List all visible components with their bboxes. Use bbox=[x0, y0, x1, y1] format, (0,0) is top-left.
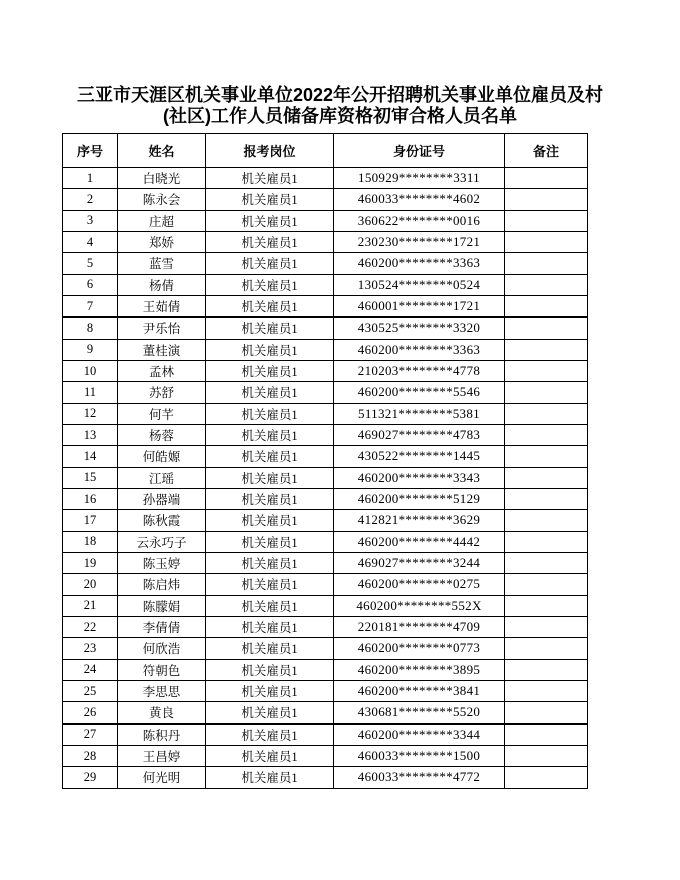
note-cell bbox=[505, 616, 588, 637]
note-cell bbox=[505, 339, 588, 360]
row-number-cell: 25 bbox=[63, 680, 118, 701]
name-cell: 董桂演 bbox=[118, 339, 206, 360]
column-header-id-number: 身份证号 bbox=[334, 134, 505, 168]
note-cell bbox=[505, 638, 588, 659]
table-row bbox=[63, 360, 588, 381]
table-row bbox=[63, 467, 588, 488]
table-row bbox=[63, 189, 588, 210]
note-cell bbox=[505, 680, 588, 701]
name-cell: 黄良 bbox=[118, 702, 206, 724]
row-number-cell: 3 bbox=[63, 210, 118, 231]
position-cell: 机关雇员1 bbox=[206, 616, 334, 637]
row-number-cell: 10 bbox=[63, 360, 118, 381]
table-header-row bbox=[63, 134, 588, 168]
row-number-cell: 6 bbox=[63, 274, 118, 295]
name-cell: 白晓光 bbox=[118, 168, 206, 189]
id-number-cell: 460200********3343 bbox=[334, 467, 505, 488]
id-number-cell: 460200********0275 bbox=[334, 574, 505, 595]
id-number-cell: 469027********4783 bbox=[334, 424, 505, 445]
position-cell: 机关雇员1 bbox=[206, 424, 334, 445]
name-cell: 杨倩 bbox=[118, 274, 206, 295]
name-cell: 李思思 bbox=[118, 680, 206, 701]
name-cell: 江瑶 bbox=[118, 467, 206, 488]
note-cell bbox=[505, 552, 588, 573]
applicants-table bbox=[62, 133, 588, 789]
column-header-name: 姓名 bbox=[118, 134, 206, 168]
id-number-cell: 460200********3363 bbox=[334, 339, 505, 360]
row-number-cell: 20 bbox=[63, 574, 118, 595]
id-number-cell: 430522********1445 bbox=[334, 446, 505, 467]
position-cell: 机关雇员1 bbox=[206, 317, 334, 339]
table-row bbox=[63, 767, 588, 788]
note-cell bbox=[505, 446, 588, 467]
position-cell: 机关雇员1 bbox=[206, 638, 334, 659]
note-cell bbox=[505, 595, 588, 616]
name-cell: 王昌婷 bbox=[118, 745, 206, 766]
name-cell: 符朝色 bbox=[118, 659, 206, 680]
row-number-cell: 2 bbox=[63, 189, 118, 210]
name-cell: 云永巧子 bbox=[118, 531, 206, 552]
name-cell: 李倩倩 bbox=[118, 616, 206, 637]
row-number-cell: 5 bbox=[63, 253, 118, 274]
note-cell bbox=[505, 510, 588, 531]
name-cell: 尹乐怡 bbox=[118, 317, 206, 339]
position-cell: 机关雇员1 bbox=[206, 595, 334, 616]
position-cell: 机关雇员1 bbox=[206, 659, 334, 680]
id-number-cell: 412821********3629 bbox=[334, 510, 505, 531]
position-cell: 机关雇员1 bbox=[206, 446, 334, 467]
position-cell: 机关雇员1 bbox=[206, 552, 334, 573]
table-row bbox=[63, 295, 588, 317]
note-cell bbox=[505, 189, 588, 210]
position-cell: 机关雇员1 bbox=[206, 467, 334, 488]
note-cell bbox=[505, 767, 588, 788]
position-cell: 机关雇员1 bbox=[206, 274, 334, 295]
name-cell: 孙器端 bbox=[118, 488, 206, 509]
position-cell: 机关雇员1 bbox=[206, 488, 334, 509]
id-number-cell: 460200********3344 bbox=[334, 724, 505, 746]
document-title-line1: 三亚市天涯区机关事业单位2022年公开招聘机关事业单位雇员及村 bbox=[76, 85, 604, 105]
name-cell: 苏舒 bbox=[118, 382, 206, 403]
row-number-cell: 7 bbox=[63, 295, 118, 317]
row-number-cell: 15 bbox=[63, 467, 118, 488]
table-row bbox=[63, 552, 588, 573]
table-row bbox=[63, 616, 588, 637]
row-number-cell: 12 bbox=[63, 403, 118, 424]
id-number-cell: 460200********3841 bbox=[334, 680, 505, 701]
position-cell: 机关雇员1 bbox=[206, 253, 334, 274]
document-title bbox=[0, 0, 680, 127]
note-cell bbox=[505, 295, 588, 317]
row-number-cell: 21 bbox=[63, 595, 118, 616]
table-row bbox=[63, 403, 588, 424]
table-row bbox=[63, 574, 588, 595]
position-cell: 机关雇员1 bbox=[206, 339, 334, 360]
row-number-cell: 8 bbox=[63, 317, 118, 339]
position-cell: 机关雇员1 bbox=[206, 724, 334, 746]
id-number-cell: 460200********3895 bbox=[334, 659, 505, 680]
row-number-cell: 1 bbox=[63, 168, 118, 189]
table-row bbox=[63, 595, 588, 616]
table-row bbox=[63, 446, 588, 467]
row-number-cell: 23 bbox=[63, 638, 118, 659]
row-number-cell: 11 bbox=[63, 382, 118, 403]
document-title-line2: (社区)工作人员储备库资格初审合格人员名单 bbox=[163, 106, 517, 126]
note-cell bbox=[505, 317, 588, 339]
id-number-cell: 430681********5520 bbox=[334, 702, 505, 724]
table-row bbox=[63, 253, 588, 274]
note-cell bbox=[505, 253, 588, 274]
table-body bbox=[63, 168, 588, 789]
id-number-cell: 430525********3320 bbox=[334, 317, 505, 339]
id-number-cell: 511321********5381 bbox=[334, 403, 505, 424]
table-row bbox=[63, 231, 588, 252]
table-row bbox=[63, 382, 588, 403]
name-cell: 陈永会 bbox=[118, 189, 206, 210]
name-cell: 庄超 bbox=[118, 210, 206, 231]
name-cell: 郑娇 bbox=[118, 231, 206, 252]
row-number-cell: 22 bbox=[63, 616, 118, 637]
table-row bbox=[63, 510, 588, 531]
position-cell: 机关雇员1 bbox=[206, 168, 334, 189]
table-row bbox=[63, 724, 588, 746]
note-cell bbox=[505, 745, 588, 766]
table-row bbox=[63, 317, 588, 339]
name-cell: 陈积丹 bbox=[118, 724, 206, 746]
table-row bbox=[63, 745, 588, 766]
table-row bbox=[63, 659, 588, 680]
id-number-cell: 469027********3244 bbox=[334, 552, 505, 573]
position-cell: 机关雇员1 bbox=[206, 510, 334, 531]
note-cell bbox=[505, 403, 588, 424]
id-number-cell: 460033********1500 bbox=[334, 745, 505, 766]
row-number-cell: 26 bbox=[63, 702, 118, 724]
table-row bbox=[63, 210, 588, 231]
name-cell: 杨蓉 bbox=[118, 424, 206, 445]
id-number-cell: 460200********4442 bbox=[334, 531, 505, 552]
id-number-cell: 460200********5129 bbox=[334, 488, 505, 509]
position-cell: 机关雇员1 bbox=[206, 574, 334, 595]
row-number-cell: 14 bbox=[63, 446, 118, 467]
note-cell bbox=[505, 382, 588, 403]
name-cell: 蓝雪 bbox=[118, 253, 206, 274]
note-cell bbox=[505, 724, 588, 746]
id-number-cell: 460033********4772 bbox=[334, 767, 505, 788]
name-cell: 陈启炜 bbox=[118, 574, 206, 595]
note-cell bbox=[505, 168, 588, 189]
note-cell bbox=[505, 702, 588, 724]
row-number-cell: 19 bbox=[63, 552, 118, 573]
row-number-cell: 29 bbox=[63, 767, 118, 788]
id-number-cell: 460200********3363 bbox=[334, 253, 505, 274]
note-cell bbox=[505, 424, 588, 445]
row-number-cell: 16 bbox=[63, 488, 118, 509]
id-number-cell: 460200********552X bbox=[334, 595, 505, 616]
row-number-cell: 4 bbox=[63, 231, 118, 252]
name-cell: 何欣浩 bbox=[118, 638, 206, 659]
note-cell bbox=[505, 210, 588, 231]
note-cell bbox=[505, 231, 588, 252]
row-number-cell: 13 bbox=[63, 424, 118, 445]
position-cell: 机关雇员1 bbox=[206, 382, 334, 403]
position-cell: 机关雇员1 bbox=[206, 702, 334, 724]
note-cell bbox=[505, 659, 588, 680]
row-number-cell: 27 bbox=[63, 724, 118, 746]
name-cell: 何光明 bbox=[118, 767, 206, 788]
position-cell: 机关雇员1 bbox=[206, 189, 334, 210]
id-number-cell: 220181********4709 bbox=[334, 616, 505, 637]
note-cell bbox=[505, 574, 588, 595]
table-row bbox=[63, 168, 588, 189]
position-cell: 机关雇员1 bbox=[206, 210, 334, 231]
position-cell: 机关雇员1 bbox=[206, 403, 334, 424]
note-cell bbox=[505, 531, 588, 552]
table-row bbox=[63, 638, 588, 659]
note-cell bbox=[505, 360, 588, 381]
name-cell: 陈朦娟 bbox=[118, 595, 206, 616]
position-cell: 机关雇员1 bbox=[206, 231, 334, 252]
note-cell bbox=[505, 467, 588, 488]
id-number-cell: 150929********3311 bbox=[334, 168, 505, 189]
column-header-position: 报考岗位 bbox=[206, 134, 334, 168]
table-row bbox=[63, 424, 588, 445]
row-number-cell: 18 bbox=[63, 531, 118, 552]
table-row bbox=[63, 702, 588, 724]
name-cell: 陈玉婷 bbox=[118, 552, 206, 573]
position-cell: 机关雇员1 bbox=[206, 680, 334, 701]
name-cell: 孟林 bbox=[118, 360, 206, 381]
table-row bbox=[63, 488, 588, 509]
id-number-cell: 360622********0016 bbox=[334, 210, 505, 231]
row-number-cell: 9 bbox=[63, 339, 118, 360]
row-number-cell: 28 bbox=[63, 745, 118, 766]
name-cell: 何芊 bbox=[118, 403, 206, 424]
name-cell: 王茹倩 bbox=[118, 295, 206, 317]
id-number-cell: 130524********0524 bbox=[334, 274, 505, 295]
id-number-cell: 230230********1721 bbox=[334, 231, 505, 252]
id-number-cell: 460200********0773 bbox=[334, 638, 505, 659]
position-cell: 机关雇员1 bbox=[206, 531, 334, 552]
table-row bbox=[63, 339, 588, 360]
name-cell: 何皓嫄 bbox=[118, 446, 206, 467]
note-cell bbox=[505, 274, 588, 295]
id-number-cell: 460200********5546 bbox=[334, 382, 505, 403]
position-cell: 机关雇员1 bbox=[206, 295, 334, 317]
id-number-cell: 460001********1721 bbox=[334, 295, 505, 317]
id-number-cell: 210203********4778 bbox=[334, 360, 505, 381]
position-cell: 机关雇员1 bbox=[206, 745, 334, 766]
column-header-note: 备注 bbox=[505, 134, 588, 168]
position-cell: 机关雇员1 bbox=[206, 360, 334, 381]
table-row bbox=[63, 531, 588, 552]
row-number-cell: 17 bbox=[63, 510, 118, 531]
position-cell: 机关雇员1 bbox=[206, 767, 334, 788]
name-cell: 陈秋霞 bbox=[118, 510, 206, 531]
id-number-cell: 460033********4602 bbox=[334, 189, 505, 210]
row-number-cell: 24 bbox=[63, 659, 118, 680]
column-header-no: 序号 bbox=[63, 134, 118, 168]
table-row bbox=[63, 680, 588, 701]
table-row bbox=[63, 274, 588, 295]
note-cell bbox=[505, 488, 588, 509]
